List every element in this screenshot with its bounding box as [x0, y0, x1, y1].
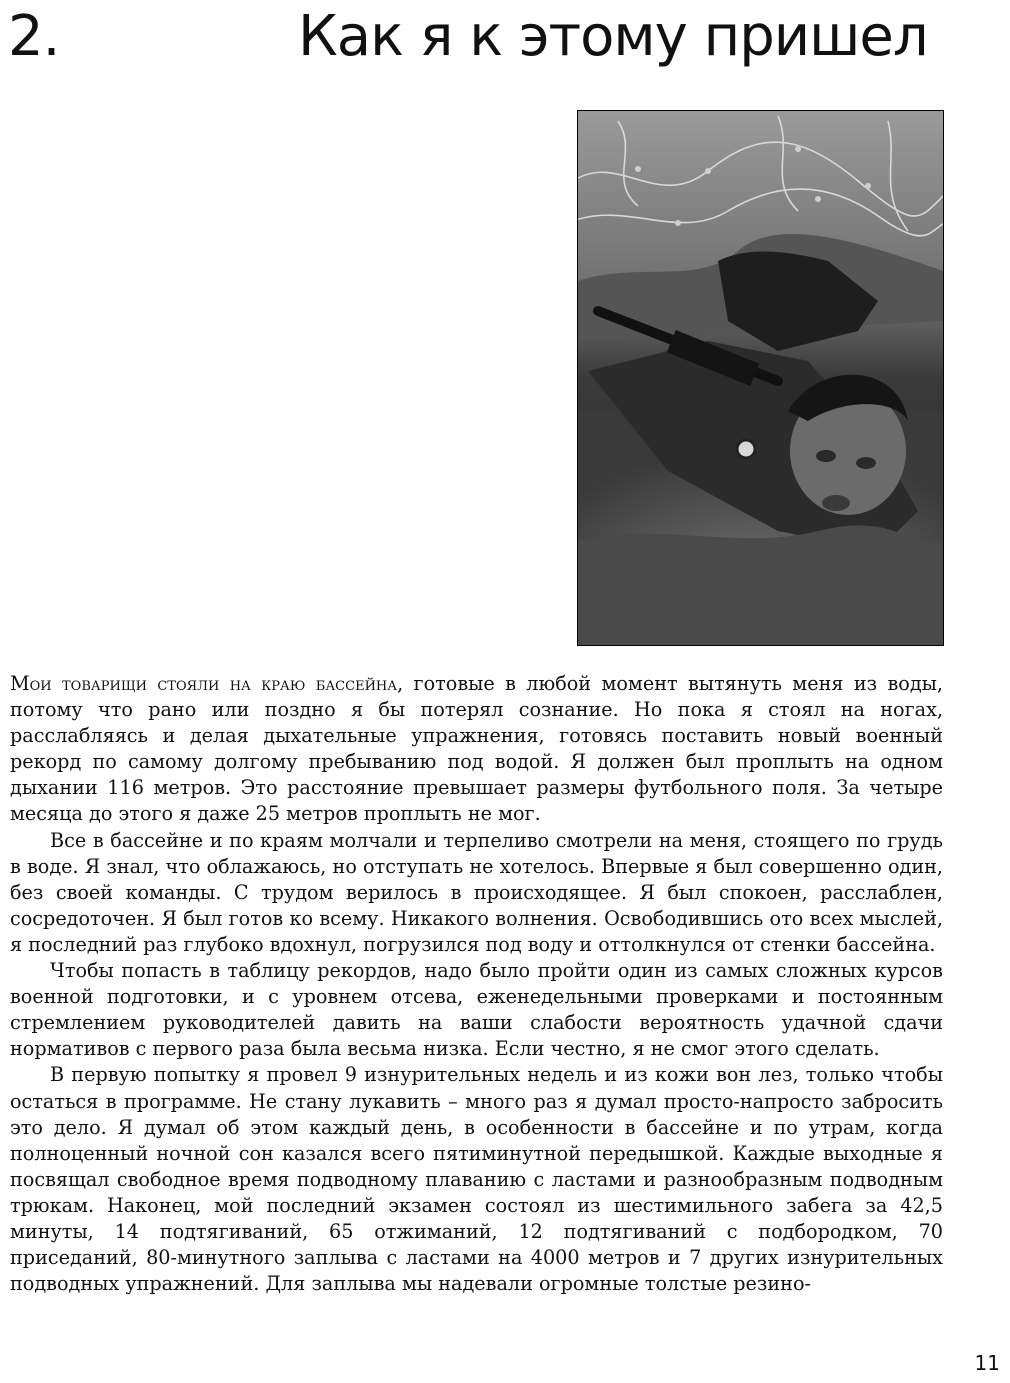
paragraph-1: [10, 671, 943, 828]
soldier-crawling-photo-icon: [578, 111, 943, 645]
paragraph-1-text: готовые в любой момент вытянуть меня из воды, потому что рано или поздно я бы потерял сознание. Но пока я стоял на ногах, расслабляясь и делая дыхательные упражнения, готовясь поставить новый военный рекорд по самому долгому пребыванию под водой. Я должен был проплыть на одном дыхании 116 метров. Это расстояние превышает размеры футбольного поля. За четыре месяца до этого я даже 25 метров проплыть не мог.: [10, 672, 943, 826]
paragraph-4: В первую попытку я провел 9 изнурительных недель и из кожи вон лез, только чтобы остаться в программе. Не стану лукавить – много раз я думал просто-напросто забросить это дело. Я думал об этом каждый день, в особенности в бассейне и по утрам, когда полноценный ночной сон казался всего пятиминутной передышкой. Каждые выходные я посвящал свободное время подводному плаванию с ластами и разнообразным подводным трюкам. Наконец, мой последний экзамен состоял из шестимильного забега за 42,5 минуты, 14 подтягиваний, 65 отжиманий, 12 подтягиваний с подбородком, 70 приседаний, 80-минутного заплыва с ластами на 4000 метров и 7 других изнурительных подводных упражнений. Для заплыва мы надевали огромные толстые резино-: [10, 1063, 943, 1296]
paragraph-1-lead: Мои товарищи стояли на краю бассейна,: [10, 672, 404, 695]
chapter-title: Как я к этому пришел: [298, 4, 928, 69]
chapter-number: 2.: [8, 4, 60, 69]
paragraph-2: Все в бассейне и по краям молчали и терпеливо смотрели на меня, стоящего по грудь в воде. Я знал, что облажаюсь, но отступать не хотелось. Впервые я был совершенно один, без своей команды. С трудом верилось в происходящее. Я был спокоен, расслаблен, сосредоточен. Я был готов ко всему. Никакого волнения. Освободившись ото всех мыслей, я последний раз глубоко вдохнул, погрузился под воду и оттолкнулся от стенки бассейна.: [10, 828, 943, 956]
chapter-body: [10, 671, 943, 1297]
chapter-photo: [577, 110, 944, 646]
page-number: 11: [974, 1351, 1000, 1375]
paragraph-3: Чтобы попасть в таблицу рекордов, надо было пройти один из самых сложных курсов военной подготовки, и с уровнем отсева, еженедельными проверками и постоянным стремлением руководителей давить на ваши слабости вероятность удачной сдачи нормативов с первого раза была весьма низка. Если честно, я не смог этого сделать.: [10, 959, 943, 1061]
